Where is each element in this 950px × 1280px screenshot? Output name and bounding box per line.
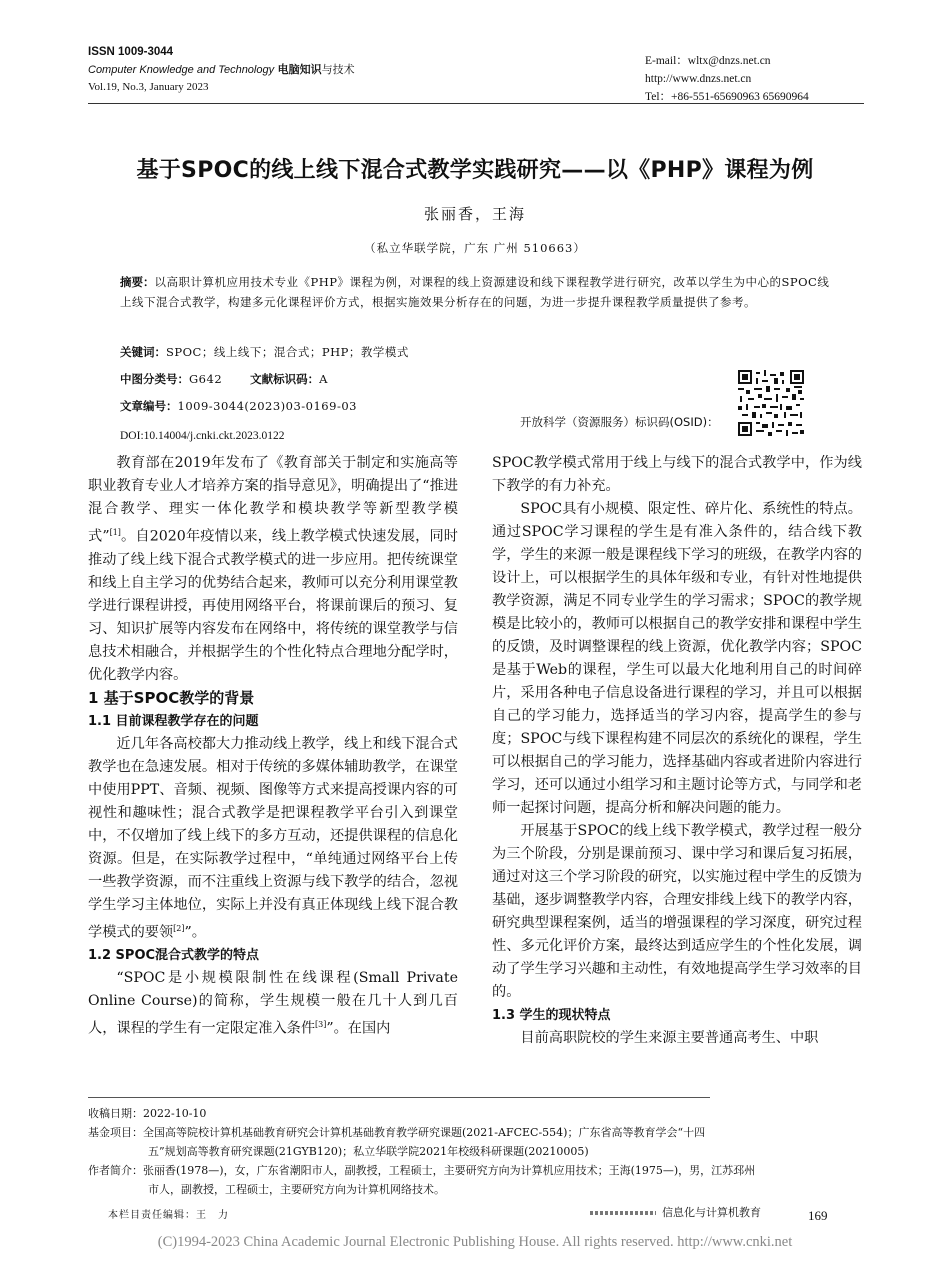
copyright-watermark: (C)1994-2023 China Academic Journal Electronic Publishing House. All rights reserved. http://www.cnki.net	[157, 1234, 793, 1250]
paragraph	[88, 967, 458, 1041]
paragraph: SPOC具有小规模、限定性、碎片化、系统性的特点。通过SPOC学习课程的学生是有准入条件的，结合线下教学，学生的来源一般是课程线下学习的班级，在教学内容的设计上，可以根据学生的具体年级和专业，有针对性地提供教学资源，满足不同专业学生的学习需求；SPOC的教学规模是比较小的，教师可以根据自己的教学安排和课程中学生的反馈，及时调整课程的线上资源，优化教学内容；SPOC是基于Web的课程，学生可以最大化地利用自己的时间碎片，采用各种电子信息设备进行课程的学习，并且可以根据自己的学习能力，选择适当的学习内容，提高学生的参与度；SPOC与线下课程构建不同层次的系统化的课程，学生可以根据自己的学习能力，选择基础内容或者进阶内容进行学习，还可以通过小组学习和主题讨论等方式，与同学和老师一起探讨问题，提高分析和解决问题的能力。	[492, 501, 862, 816]
author-bio-text: 张丽香(1978—)，女，广东省潮阳市人，副教授，工程硕士，主要研究方向为计算机应用技术；王海(1975—)，男，江苏邳州	[143, 1164, 756, 1177]
qr-code-icon	[738, 370, 804, 436]
author-bio-label: 作者简介：	[88, 1164, 143, 1177]
subsection-heading: 1.2 SPOC混合式教学的特点	[88, 948, 260, 964]
footer-dots	[590, 1211, 656, 1215]
footnotes	[88, 1104, 864, 1199]
page-number: 169	[808, 1208, 828, 1223]
paragraph-text: 教育部在2019年发布了《教育部关于制定和实施高等职业教育专业人才培养方案的指导意见》，明确提出了“推进混合教学、理实一体化教学和模块教学等新型教学模式”	[88, 455, 458, 545]
section-editor: 本栏目责任编辑：王 力	[108, 1210, 229, 1221]
abstract	[120, 272, 840, 312]
body-column-right	[492, 452, 862, 1050]
telephone: Tel：+86-551-65690963 65690964	[645, 91, 809, 103]
paragraph-text: 近几年各高校都大力推动线上教学，线上和线下混合式教学也在急速发展。相对于传统的多媒体辅助教学，在课堂中使用PPT、音频、视频、图像等方式来提高授课内容的可视性和趣味性；混合式教学是把课程教学平台引入到课堂中，不仅增加了线上线下的多方互动，还提供课程的信息化资源。但是，在实际教学过程中，“单纯通过网络平台上传一些教学资源，而不注重线上资源与线下教学的结合，忽视学生学习主体地位，实际上并没有真正体现线上线下混合教学模式的要领	[88, 735, 458, 941]
keywords-text: SPOC；线上线下；混合式；PHP；教学模式	[166, 345, 409, 359]
author-bio-cont: 市人，副教授，工程硕士，主要研究方向为计算机网络技术。	[148, 1183, 445, 1196]
body-column-left	[88, 452, 458, 1041]
fund-text: 全国高等院校计算机基础教育研究会计算机基础教育教学研究课题(2021-AFCEC-554)；广东省高等教育学会“十四	[143, 1126, 706, 1139]
doc-code-value: A	[319, 372, 328, 386]
paragraph-text: 。自2020年疫情以来，线上教学模式快速发展，同时推动了线上线下混合式教学模式的进一步应用。把传统课堂和线上自主学习的优势结合起来，教师可以充分利用课堂教学进行课程讲授，再使用网络平台，将课前课后的预习、复习、知识扩展等内容发布在网络中，将传统的课堂教学与信息技术相融合，并根据学生的个性化特点合理地分配学时，优化教学内容。	[88, 528, 458, 683]
article-no-value: 1009-3044(2023)03-0169-03	[177, 399, 357, 413]
paragraph-text: ”。在国内	[326, 1021, 391, 1038]
email: E-mail：wltx@dnzs.net.cn	[645, 55, 771, 67]
fund-label: 基金项目：	[88, 1126, 143, 1139]
paper-title: 基于SPOC的线上线下混合式教学实践研究——以《PHP》课程为例	[136, 158, 814, 183]
section-heading: 1 基于SPOC教学的背景	[88, 688, 255, 707]
abstract-text: 以高职计算机应用技术专业《PHP》课程为例，对课程的线上资源建设和线下课程教学进行研究，改革以学生为中心的SPOC线上线下混合式教学，构建多元化课程评价方式，根据实施效果分析存在的问题，为进一步提升课程教学质量提供了参考。	[120, 275, 830, 309]
journal-name-en: Computer Knowledge and Technology	[88, 64, 275, 76]
journal-name-cn: 电脑知识	[277, 63, 322, 76]
article-no-label: 文章编号：	[120, 399, 178, 413]
doi: DOI:10.14004/j.cnki.ckt.2023.0122	[120, 430, 285, 442]
contact-info	[645, 52, 809, 106]
citation-ref: [1]	[109, 528, 121, 537]
section-name: 信息化与计算机教育	[662, 1206, 761, 1219]
subsection-heading: 1.1 目前课程教学存在的问题	[88, 713, 259, 729]
keywords-label: 关键词：	[120, 345, 166, 359]
footnote-divider	[88, 1097, 710, 1098]
received-date: 收稿日期：2022-10-10	[88, 1107, 207, 1120]
author-bio	[88, 1161, 864, 1180]
subsection-heading: 1.3 学生的现状特点	[492, 1008, 611, 1023]
fund-info	[88, 1123, 864, 1142]
citation-ref: [2]	[173, 923, 185, 933]
issn: ISSN 1009-3044	[88, 46, 174, 58]
paragraph-text: “SPOC是小规模限制性在线课程(Small Private Online Course)的简称，学生规模一般在几十人到几百人，课程的学生有一定限定准入条件	[88, 970, 458, 1038]
affiliation: （私立华联学院，广东 广州 510663）	[364, 241, 586, 255]
classification	[120, 371, 328, 387]
paragraph	[88, 733, 458, 945]
paragraph: 开展基于SPOC的线上线下教学模式，教学过程一般分为三个阶段，分别是课前预习、课中学习和课后复习拓展，通过对这三个学习阶段的研究，以实施过程中学生的反馈为基础，逐步调整教学内容，合理安排线上线下的教学内容，研究典型课程案例，适当的增强课程的学习深度，研究过程性、多元化评价方案，最终达到适应学生的个性化发展，调动了学生学习兴趣和主动性，有效地提高学生学习效率的目的。	[492, 823, 862, 1000]
article-number	[120, 398, 357, 414]
doc-code-label: 文献标识码：	[250, 372, 320, 386]
citation-ref: [3]	[315, 1020, 327, 1030]
clc-value: G642	[189, 372, 223, 386]
journal-header	[88, 44, 355, 96]
header-divider	[88, 103, 864, 104]
paragraph	[88, 452, 458, 687]
journal-name-suffix: 与技术	[321, 63, 355, 76]
journal-name	[88, 61, 355, 79]
clc-label: 中图分类号：	[120, 372, 189, 386]
paragraph: SPOC教学模式常用于线上与线下的混合式教学中，作为线下教学的有力补充。	[492, 455, 862, 494]
volume-info: Vol.19, No.3, January 2023	[88, 81, 209, 93]
osid-label: 开放科学（资源服务）标识码(OSID)：	[520, 415, 719, 429]
authors: 张丽香，王海	[423, 205, 526, 223]
paragraph: 目前高职院校的学生来源主要普通高考生、中职	[520, 1030, 819, 1046]
keywords	[120, 344, 409, 360]
website: http://www.dnzs.net.cn	[645, 73, 752, 85]
fund-info-cont: 五”规划高等教育研究课题(21GYB120)；私立华联学院2021年校级科研课题(20210005)	[148, 1145, 589, 1158]
abstract-label: 摘要：	[120, 275, 155, 289]
paragraph-text: ”。	[184, 924, 206, 941]
